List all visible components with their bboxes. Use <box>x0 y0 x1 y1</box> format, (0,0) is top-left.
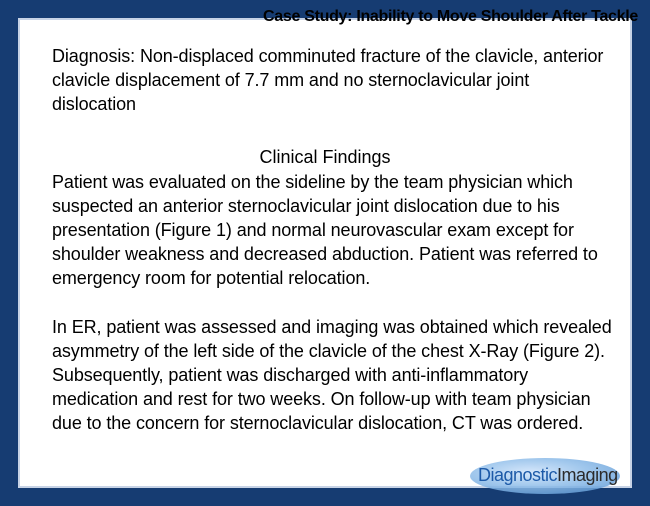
clinical-findings-heading: Clinical Findings <box>259 147 391 167</box>
case-study-title: Case Study: Inability to Move Shoulder After Tackle <box>263 8 638 25</box>
diagnosis-text: Diagnosis: Non-displaced comminuted fracture of the clavicle, anterior clavicle displacement of 7.7 mm and no sternoclavicular joint dislocation <box>52 46 604 114</box>
findings-paragraph-1: Patient was evaluated on the sideline by the team physician which suspected an anterior sternoclavicular joint dislocation due to his presentation (Figure 1) and normal neurovascular exam except for shoulder weakness and decreased abduction. Patient was referred to emergency room for potential relocation. <box>52 172 598 288</box>
logo-word-imaging: Imaging <box>557 465 618 485</box>
logo-text <box>478 464 618 486</box>
findings-paragraph-2: In ER, patient was assessed and imaging was obtained which revealed asymmetry of the left side of the clavicle of the chest X-Ray (Figure 2). Subsequently, patient was discharged with anti-inflammatory medication and rest for two weeks. On follow-up with team physician due to the concern for sternoclavicular dislocation, CT was ordered. <box>52 317 612 433</box>
diagnostic-imaging-logo <box>470 456 640 496</box>
logo-word-diagnostic: Diagnostic <box>478 465 558 485</box>
